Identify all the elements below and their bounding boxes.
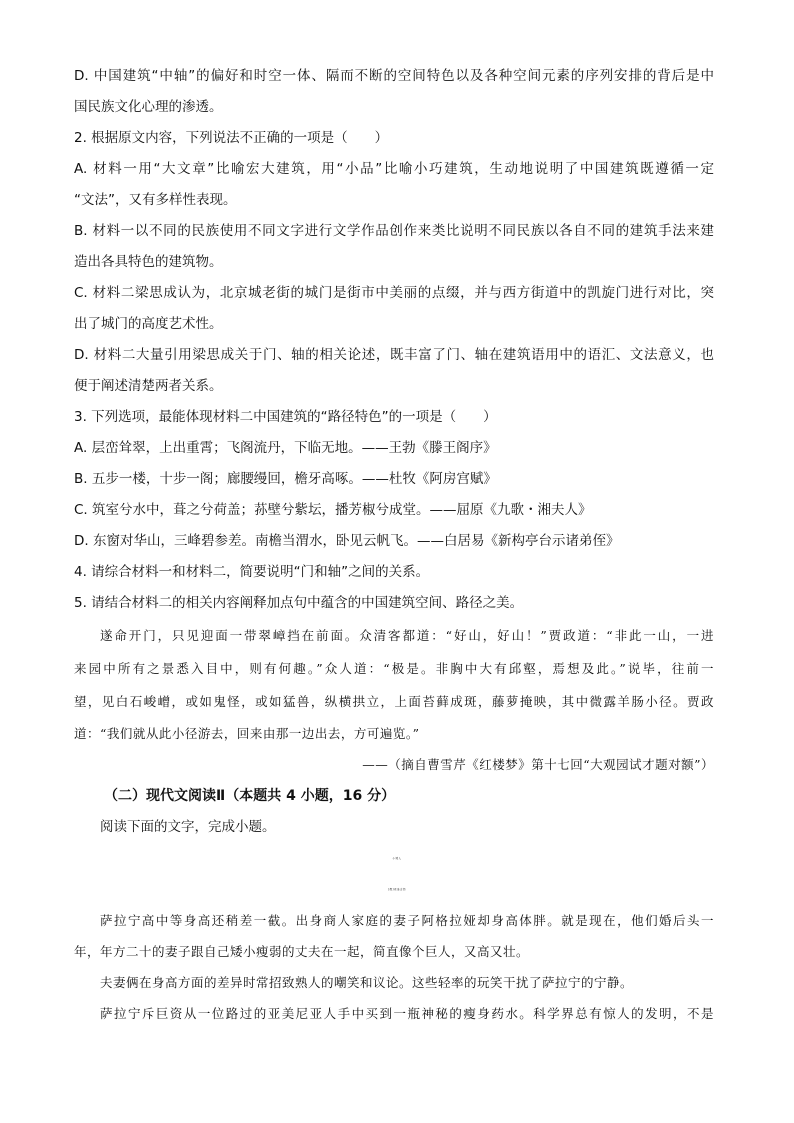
q3-option-b: B. 五步一楼，十步一阁；廊腰缦回，檐牙高啄。——杜牧《阿房宫赋》 bbox=[74, 471, 497, 487]
section-heading: （二）现代文阅读Ⅱ（本题共 4 小题，16 分） bbox=[104, 788, 396, 804]
story-p1-line2: 年，年方二十的妻子跟自己矮小瘦弱的丈夫在一起，简直像个巨人，又高又壮。 bbox=[74, 944, 530, 959]
q1-option-d-line2: 国民族文化心理的渗透。 bbox=[74, 99, 223, 115]
excerpt-line2: 来园中所有之景悉入目中，则有何趣。”众人道：“极是。非胸中大有邱壑，焉想及此。”说毕，往前一 bbox=[74, 661, 714, 676]
story-p3-line1: 萨拉宁斥巨资从一位路过的亚美尼亚人手中买到一瓶神秘的瘦身药水。科学界总有惊人的发明，不是 bbox=[100, 1006, 714, 1021]
story-author: [俄]索洛古勃 bbox=[388, 888, 406, 891]
excerpt-line4: 道：“我们就从此小径游去，回来由那一边出去，方可遍览。” bbox=[74, 726, 420, 741]
q2-option-b-line2: 造出各具特色的建筑物。 bbox=[74, 254, 223, 270]
q2-option-d-line1: D. 材料二大量引用梁思成关于门、轴的相关论述，既丰富了门、轴在建筑语用中的语汇、文法意义，也 bbox=[74, 347, 714, 363]
q3-option-a: A. 层峦耸翠，上出重霄；飞阁流丹，下临无地。——王勃《滕王阁序》 bbox=[74, 440, 497, 456]
q2-option-c-line1: C. 材料二梁思成认为，北京城老街的城门是街市中美丽的点缀，并与西方街道中的凯旋门进行对比，突 bbox=[74, 285, 714, 301]
q5-stem: 5. 请结合材料二的相关内容阐释加点句中蕴含的中国建筑空间、路径之美。 bbox=[74, 595, 524, 611]
q4-stem: 4. 请综合材料一和材料二，简要说明“门和轴”之间的关系。 bbox=[74, 564, 430, 580]
q2-option-d-line2: 便于阐述清楚两者关系。 bbox=[74, 378, 223, 394]
q3-stem: 3. 下列选项，最能体现材料二中国建筑的“路径特色”的一项是（ ） bbox=[74, 409, 497, 425]
story-title: 小矮人 bbox=[392, 857, 402, 860]
story-p2: 夫妻俩在身高方面的差异时常招致熟人的嘲笑和议论。这些轻率的玩笑干扰了萨拉宁的宁静。 bbox=[100, 975, 634, 990]
excerpt-line1: 遂命开门，只见迎面一带翠嶂挡在前面。众清客都道：“好山，好山！”贾政道：“非此一山，一进 bbox=[100, 628, 714, 643]
q2-option-a-line2: “文法”，又有多样性表现。 bbox=[74, 192, 237, 208]
excerpt-line3: 望，见白石峻嶒，或如鬼怪，或如猛兽，纵横拱立，上面苔藓成斑，藤萝掩映，其中微露羊肠小径。贾政 bbox=[74, 694, 714, 709]
q2-option-b-line1: B. 材料一以不同的民族使用不同文字进行文学作品创作来类比说明不同民族以各自不同的建筑手法来建 bbox=[74, 223, 714, 239]
q1-option-d-line1: D. 中国建筑“中轴”的偏好和时空一体、隔而不断的空间特色以及各种空间元素的序列安排的背后是中 bbox=[74, 68, 714, 84]
excerpt-source: ——（摘自曹雪芹《红楼梦》第十七回“大观园试才题对额”） bbox=[362, 757, 714, 772]
section-instruction: 阅读下面的文字，完成小题。 bbox=[100, 819, 276, 835]
q3-option-d: D. 东窗对华山，三峰碧参差。南檐当渭水，卧见云帆飞。——白居易《新构亭台示诸弟侄》 bbox=[74, 533, 620, 549]
story-p1-line1: 萨拉宁高中等身高还稍差一截。出身商人家庭的妻子阿格拉娅却身高体胖。就是现在，他们婚后头一 bbox=[100, 913, 714, 928]
q3-option-c: C. 筑室兮水中，葺之兮荷盖；荪壁兮紫坛，播芳椒兮成堂。——屈原《九歌・湘夫人》 bbox=[74, 502, 592, 518]
q2-stem: 2. 根据原文内容，下列说法不正确的一项是（ ） bbox=[74, 130, 389, 146]
q2-option-c-line2: 出了城门的高度艺术性。 bbox=[74, 316, 223, 332]
q2-option-a-line1: A. 材料一用“大文章”比喻宏大建筑，用“小品”比喻小巧建筑，生动地说明了中国建筑既遵循一定 bbox=[74, 161, 714, 177]
